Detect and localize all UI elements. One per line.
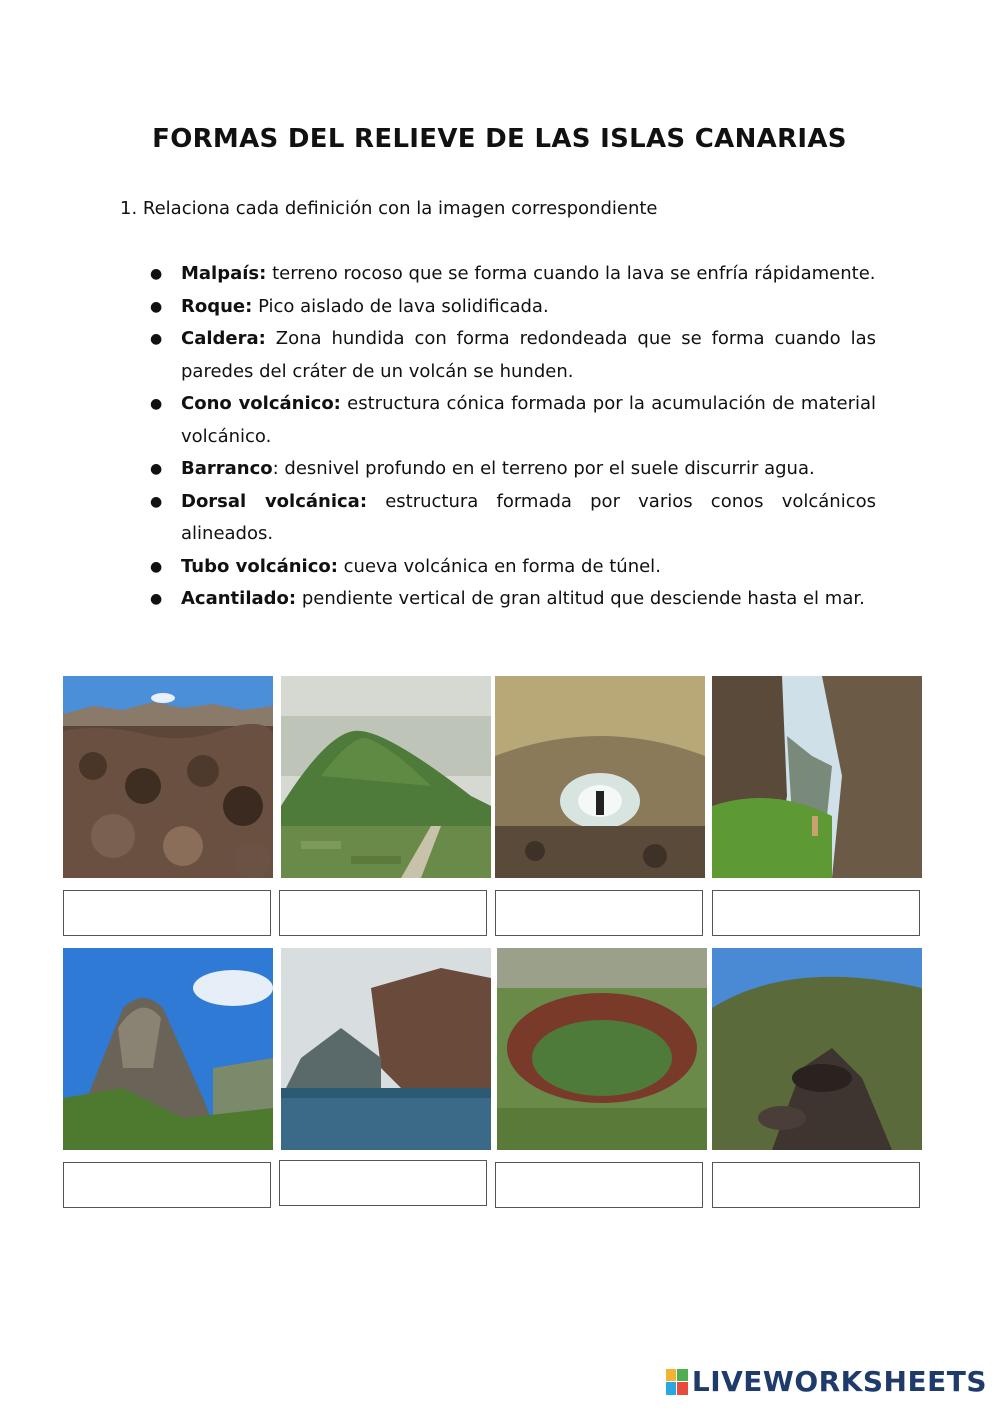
definition-term: Malpaís: xyxy=(181,263,267,284)
definition-text: : desnivel profundo en el terreno por el suele discurrir agua. xyxy=(272,458,815,479)
definition-text: Pico aislado de lava solidificada. xyxy=(252,295,549,317)
answer-box[interactable] xyxy=(279,890,487,936)
definition-list xyxy=(150,258,876,616)
definition-item xyxy=(150,323,876,388)
definition-term: Caldera: xyxy=(181,328,266,349)
brand-name: LIVEWORKSHEETS xyxy=(691,1365,987,1398)
answer-box[interactable] xyxy=(712,890,920,936)
bullet-icon: ● xyxy=(150,558,163,575)
definition-item xyxy=(150,486,876,551)
bullet-icon: ● xyxy=(150,266,163,282)
answer-box[interactable] xyxy=(495,890,703,936)
definition-term: Acantilado: xyxy=(181,588,297,609)
answer-box[interactable] xyxy=(279,1160,487,1206)
definition-text: pendiente vertical de gran altitud que desciende hasta el mar. xyxy=(296,588,865,609)
photo-dorsal-volcanica xyxy=(712,948,922,1150)
answer-box[interactable] xyxy=(63,1162,271,1208)
bullet-icon: ● xyxy=(150,461,163,477)
photo-cono-volcanico xyxy=(281,676,491,878)
definition-item xyxy=(150,453,876,486)
answer-box[interactable] xyxy=(495,1162,703,1208)
definition-term: Barranco xyxy=(181,458,273,479)
photo-acantilado xyxy=(281,948,491,1150)
definition-term: Cono volcánico: xyxy=(181,393,341,414)
liveworksheets-logo-icon xyxy=(666,1369,688,1395)
photo-barranco xyxy=(712,676,922,878)
definition-text: Zona hundida con forma redondeada que se forma cuando las paredes del cráter de un volcán se hunden. xyxy=(181,328,876,382)
answer-box[interactable] xyxy=(712,1162,920,1208)
bullet-icon: ● xyxy=(150,298,163,315)
bullet-icon: ● xyxy=(150,396,163,412)
instruction-text: 1. Relaciona cada definición con la imagen correspondiente xyxy=(120,198,658,219)
definition-item xyxy=(150,388,876,453)
photo-malpais xyxy=(63,676,273,878)
definition-item xyxy=(150,291,876,324)
definition-text: estructura formada por varios conos volcánicos alineados. xyxy=(181,490,876,544)
definition-term: Roque: xyxy=(181,295,253,317)
bullet-icon: ● xyxy=(150,331,163,347)
definition-text: estructura cónica formada por la acumulación de material volcánico. xyxy=(181,393,877,447)
definition-term: Tubo volcánico: xyxy=(181,555,338,577)
liveworksheets-brand xyxy=(666,1365,987,1398)
definition-term: Dorsal volcánica: xyxy=(181,490,368,512)
photo-caldera xyxy=(497,948,707,1150)
definition-text: cueva volcánica en forma de túnel. xyxy=(337,555,661,577)
definition-item xyxy=(150,551,876,584)
bullet-icon: ● xyxy=(150,493,163,510)
photo-tubo-volcanico xyxy=(495,676,705,878)
definition-item xyxy=(150,583,876,616)
definition-text: terreno rocoso que se forma cuando la lava se enfría rápidamente. xyxy=(266,263,876,284)
bullet-icon: ● xyxy=(150,591,163,607)
definition-item xyxy=(150,258,876,291)
photo-roque xyxy=(63,948,273,1150)
worksheet-title: FORMAS DEL RELIEVE DE LAS ISLAS CANARIAS xyxy=(152,124,847,154)
answer-box[interactable] xyxy=(63,890,271,936)
